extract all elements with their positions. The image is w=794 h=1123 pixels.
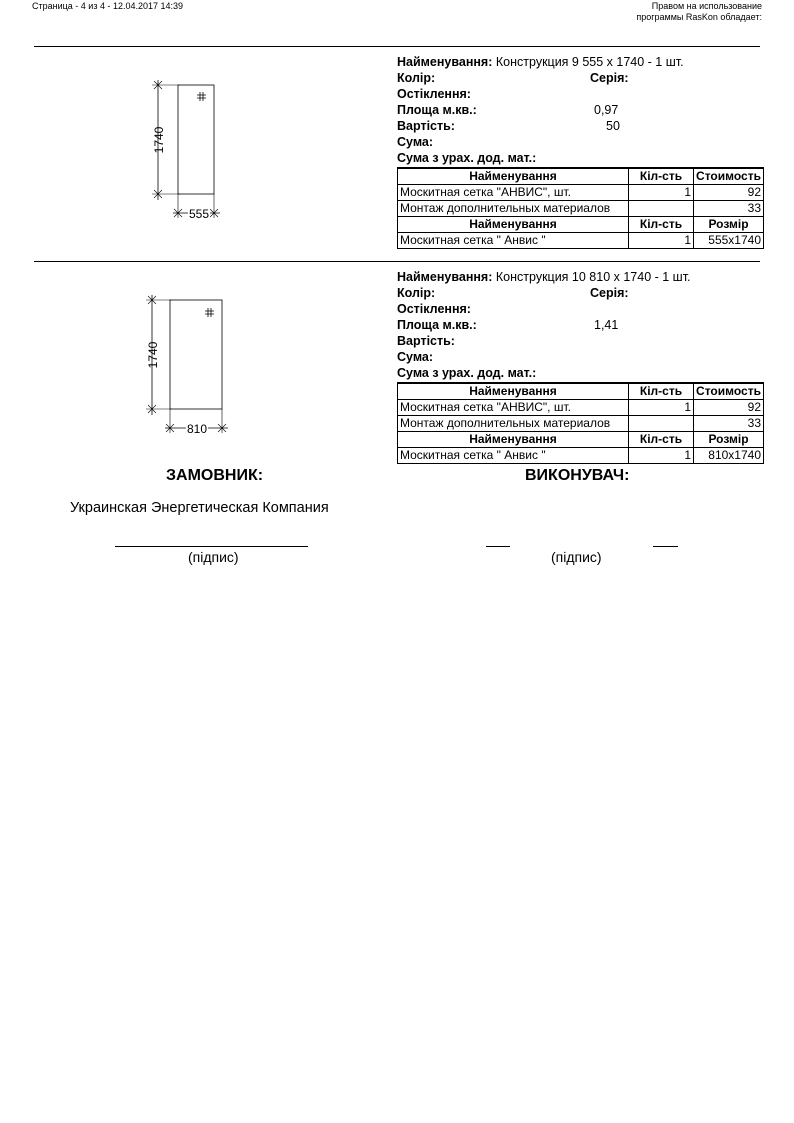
table-header-row bbox=[398, 383, 764, 400]
table-row bbox=[398, 185, 764, 201]
contractor-signature-line-left bbox=[486, 546, 510, 547]
color-label: Колір: bbox=[397, 71, 436, 85]
item-name: Москитная сетка "АНВИС", шт. bbox=[398, 400, 629, 416]
table-row bbox=[398, 416, 764, 432]
item-price: 92 bbox=[694, 400, 764, 416]
construction-2-title: Конструкция 10 810 х 1740 - 1 шт. bbox=[495, 270, 691, 284]
construction-1-table bbox=[397, 167, 764, 249]
cost-label: Вартість: bbox=[397, 334, 455, 348]
size-item-name: Москитная сетка " Анвис " bbox=[398, 233, 629, 249]
size-item-qty: 1 bbox=[629, 448, 694, 464]
construction-2-info bbox=[397, 269, 763, 381]
table-row bbox=[398, 233, 764, 249]
item-price: 33 bbox=[694, 416, 764, 432]
sum-extra-label: Сума з урах. дод. мат.: bbox=[397, 151, 537, 165]
construction-1-cost: 50 bbox=[606, 119, 620, 133]
glazing-label: Остіклення: bbox=[397, 87, 471, 101]
col-qty-header: Кіл-сть bbox=[629, 217, 694, 233]
construction-1-width-dim: 555 bbox=[189, 207, 210, 221]
col-name-header: Найменування bbox=[398, 168, 629, 185]
construction-1-height-dim: 1740 bbox=[152, 126, 166, 154]
series-label: Серія: bbox=[590, 71, 629, 85]
table-row bbox=[398, 400, 764, 416]
customer-signature-caption: (підпис) bbox=[188, 549, 239, 565]
series-label: Серія: bbox=[590, 286, 629, 300]
separator-line bbox=[34, 46, 760, 47]
contractor-signature-line-right bbox=[653, 546, 678, 547]
col-size-header: Розмір bbox=[694, 432, 764, 448]
col-price-header: Стоимость bbox=[694, 168, 764, 185]
license-note-line1: Правом на использование bbox=[651, 1, 762, 11]
area-label: Площа м.кв.: bbox=[397, 318, 477, 332]
col-price-header: Стоимость bbox=[694, 383, 764, 400]
item-name: Москитная сетка "АНВИС", шт. bbox=[398, 185, 629, 201]
sum-extra-label: Сума з урах. дод. мат.: bbox=[397, 366, 537, 380]
cost-label: Вартість: bbox=[397, 119, 455, 133]
table-subheader-row bbox=[398, 217, 764, 233]
size-item-name: Москитная сетка " Анвис " bbox=[398, 448, 629, 464]
customer-title: ЗАМОВНИК: bbox=[166, 467, 264, 484]
table-subheader-row bbox=[398, 432, 764, 448]
page-header-info: Страница - 4 из 4 - 12.04.2017 14:39 bbox=[32, 1, 184, 11]
contractor-title: ВИКОНУВАЧ: bbox=[525, 467, 630, 484]
table-header-row bbox=[398, 168, 764, 185]
name-label: Найменування: bbox=[397, 270, 493, 284]
construction-2-drawing bbox=[140, 287, 240, 437]
table-row bbox=[398, 201, 764, 217]
item-price: 92 bbox=[694, 185, 764, 201]
item-qty: 1 bbox=[629, 185, 694, 201]
item-name: Монтаж дополнительных материалов bbox=[398, 416, 629, 432]
customer-signature-line bbox=[115, 546, 308, 547]
item-qty bbox=[629, 416, 694, 432]
color-label: Колір: bbox=[397, 286, 436, 300]
col-qty-header: Кіл-сть bbox=[629, 383, 694, 400]
sum-label: Сума: bbox=[397, 350, 434, 364]
construction-2-area: 1,41 bbox=[594, 318, 619, 332]
size-item-size: 555x1740 bbox=[694, 233, 764, 249]
item-name: Монтаж дополнительных материалов bbox=[398, 201, 629, 217]
customer-company: Украинская Энергетическая Компания bbox=[70, 500, 329, 516]
col-name-header: Найменування bbox=[398, 432, 629, 448]
col-name-header: Найменування bbox=[398, 217, 629, 233]
construction-2-width-dim: 810 bbox=[187, 422, 208, 436]
glazing-label: Остіклення: bbox=[397, 302, 471, 316]
item-price: 33 bbox=[694, 201, 764, 217]
construction-1-title: Конструкция 9 555 х 1740 - 1 шт. bbox=[495, 55, 684, 69]
col-qty-header: Кіл-сть bbox=[629, 168, 694, 185]
table-row bbox=[398, 448, 764, 464]
col-name-header: Найменування bbox=[398, 383, 629, 400]
sum-label: Сума: bbox=[397, 135, 434, 149]
license-note-line2: программы RasKon обладает: bbox=[636, 12, 762, 22]
separator-line bbox=[34, 261, 760, 262]
name-label: Найменування: bbox=[397, 55, 493, 69]
item-qty bbox=[629, 201, 694, 217]
col-size-header: Розмір bbox=[694, 217, 764, 233]
construction-2-table bbox=[397, 382, 764, 464]
col-qty-header: Кіл-сть bbox=[629, 432, 694, 448]
size-item-size: 810x1740 bbox=[694, 448, 764, 464]
contractor-signature-caption: (підпис) bbox=[551, 549, 602, 565]
construction-1-info bbox=[397, 54, 763, 166]
construction-2-height-dim: 1740 bbox=[146, 341, 160, 369]
area-label: Площа м.кв.: bbox=[397, 103, 477, 117]
construction-1-area: 0,97 bbox=[594, 103, 619, 117]
item-qty: 1 bbox=[629, 400, 694, 416]
size-item-qty: 1 bbox=[629, 233, 694, 249]
license-note bbox=[602, 1, 762, 23]
construction-1-drawing bbox=[140, 72, 230, 222]
